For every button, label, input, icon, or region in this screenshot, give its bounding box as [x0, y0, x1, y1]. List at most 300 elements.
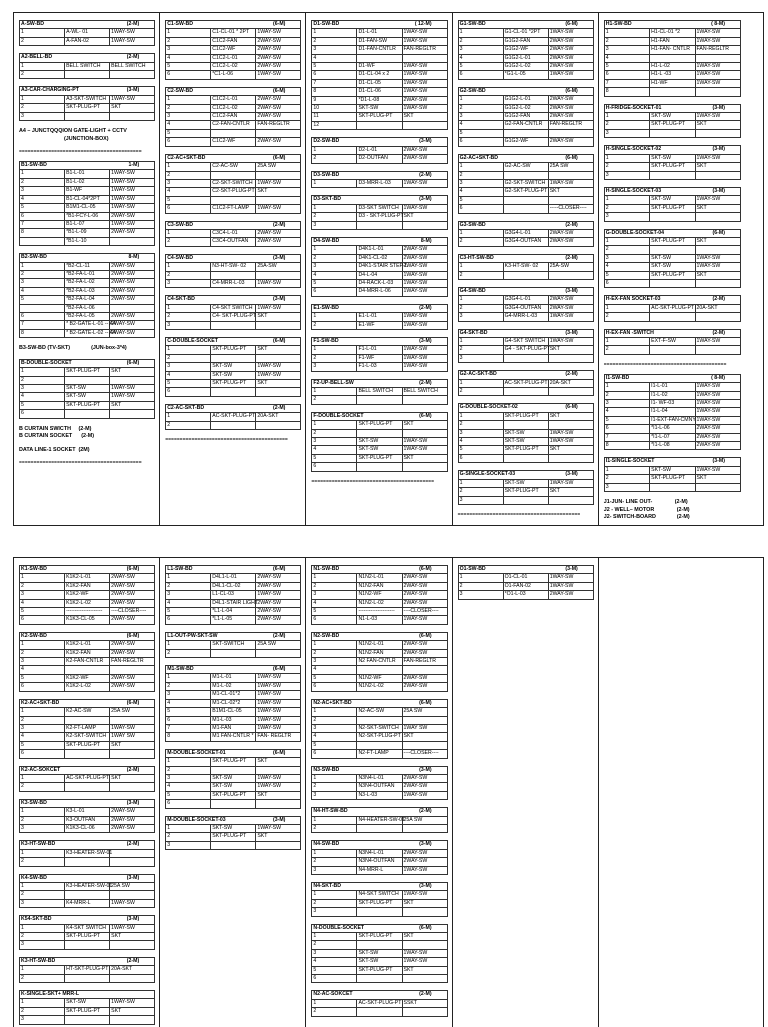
table-row — [20, 376, 155, 384]
table-row — [458, 582, 593, 590]
table-row — [458, 71, 593, 79]
table-row — [20, 178, 155, 186]
table-row — [312, 96, 447, 104]
switch-type: 2WAY-SW — [110, 591, 155, 599]
point-description: N2-FT-LAMP — [357, 750, 402, 758]
board-m1-sw-bd — [165, 665, 301, 742]
board-table — [165, 20, 301, 80]
switch-type: 25A SW — [256, 641, 301, 649]
row-number: 6 — [312, 975, 357, 983]
point-description: BELL SWITCH — [357, 388, 402, 396]
board-module-count: (6-M) — [565, 154, 578, 161]
point-description: *B2-FA-L-03 — [65, 287, 110, 295]
point-description — [211, 196, 256, 204]
board-module-count: (6-M) — [419, 412, 432, 419]
row-number: 2 — [312, 155, 357, 163]
switch-type: FAN- REGLTR — [256, 733, 301, 741]
table-row — [20, 393, 155, 401]
switch-type — [256, 171, 301, 179]
board-d3-sw-bd — [311, 171, 447, 189]
point-description: K1K2-L-02 — [65, 683, 110, 691]
board-title: C3-SW-BD — [167, 221, 194, 228]
point-description: SKT-SW — [357, 105, 402, 113]
point-description: C1C2-L-02 — [211, 104, 256, 112]
board-c4-skt-bd — [165, 295, 301, 330]
point-description: K2-SKT-SWITCH — [65, 733, 110, 741]
point-description: C1C2-WF — [211, 138, 256, 146]
switch-type: FAN-REGLTR — [402, 46, 447, 54]
board-title: D3-SW-BD — [313, 171, 340, 178]
board-g1-sw-bd — [458, 20, 594, 80]
point-description: D1-CL-04 x 2 — [357, 71, 402, 79]
table-row — [458, 479, 593, 487]
point-description: M1-L-02 — [211, 682, 256, 690]
board-table — [311, 632, 447, 692]
switch-type — [402, 121, 447, 129]
row-number: 2 — [20, 582, 65, 590]
switch-type — [695, 129, 740, 137]
board-c3-ht-sw-bd — [458, 254, 594, 280]
point-description — [65, 891, 110, 899]
table-row — [20, 104, 155, 112]
switch-type — [402, 666, 447, 674]
switch-type — [402, 741, 447, 749]
point-description: SKT-PLUG-PT — [503, 446, 548, 454]
switch-type — [695, 346, 740, 354]
switch-type: 1WAY-SW — [695, 79, 740, 87]
switch-type: 2WAY-SW — [110, 808, 155, 816]
switch-type: SKT — [695, 163, 740, 171]
switch-type: ----CLOSER---- — [402, 608, 447, 616]
switch-type — [110, 783, 155, 791]
board-title: H-EX-FAN -SWITCH — [605, 329, 654, 336]
table-row — [166, 279, 301, 287]
row-number: 1 — [166, 229, 211, 237]
row-number: 11 — [312, 113, 357, 121]
row-number: 3 — [166, 591, 211, 599]
row-number: 6 — [166, 138, 211, 146]
switch-type: 1WAY-SW — [402, 71, 447, 79]
point-description: A-FAN-02 — [65, 37, 110, 45]
switch-type: 1WAY-SW — [548, 29, 593, 37]
row-number: 6 — [312, 463, 357, 471]
switch-type: SKT — [402, 933, 447, 941]
table-row — [312, 724, 447, 732]
point-description: K1K3-CL-06 — [65, 824, 110, 832]
point-description — [357, 716, 402, 724]
row-number: 1 — [604, 113, 649, 121]
table-row — [20, 999, 155, 1007]
row-number: 3 — [312, 363, 357, 371]
switch-type: 1WAY-SW — [256, 179, 301, 187]
table-row — [312, 54, 447, 62]
row-number: 1 — [20, 924, 65, 932]
point-description: E1-L-01 — [357, 313, 402, 321]
table-row — [20, 683, 155, 691]
switch-type — [256, 421, 301, 429]
board-module-count: (2-M) — [126, 21, 140, 27]
switch-type — [402, 463, 447, 471]
point-description: *B2-FA-L-06 — [65, 304, 110, 312]
point-description: D3-MRR-L-03 — [357, 179, 402, 187]
row-number: 3 — [20, 279, 65, 287]
switch-type: SKT — [402, 966, 447, 974]
point-description: N3-HT-SW- 02 — [211, 263, 256, 271]
row-number: 2 — [20, 270, 65, 278]
board-title: B2-SW-BD — [21, 254, 47, 261]
row-number: 3 — [20, 384, 65, 392]
point-description: N1N2-L-01 — [357, 574, 402, 582]
point-description: *L1-L-05 — [211, 616, 256, 624]
row-number: 2 — [312, 354, 357, 362]
point-description: BELL SWITCH — [65, 62, 110, 70]
switch-type: 2WAY-SW — [110, 683, 155, 691]
table-row — [166, 371, 301, 379]
switch-type: SKT — [256, 313, 301, 321]
point-description: G4-MRR-L-03 — [503, 313, 548, 321]
point-description: H1-L-02 — [650, 63, 695, 71]
board-c2-ac-skt-bd — [165, 154, 301, 214]
point-description: H1-CL-01 *2 — [650, 29, 695, 37]
point-description: K2-FAN-CNTLR — [65, 658, 110, 666]
table-row — [166, 574, 301, 582]
table-row — [458, 113, 593, 121]
switch-type — [256, 354, 301, 362]
switch-type: 2WAY-SW — [402, 246, 447, 254]
table-row — [312, 204, 447, 212]
board-title: F2-UP-BELL-SW — [313, 379, 354, 386]
table-row — [312, 591, 447, 599]
table-row — [604, 425, 740, 433]
row-number: 3 — [604, 400, 649, 408]
table-row — [20, 296, 155, 304]
board-title: K2-SW-BD — [21, 632, 47, 639]
row-number: 8 — [166, 733, 211, 741]
row-number: 1 — [20, 708, 65, 716]
table-row — [604, 400, 740, 408]
row-number: 3 — [312, 791, 357, 799]
board-title: N4-SW-BD — [313, 841, 340, 848]
row-number: 1 — [312, 179, 357, 187]
board-table — [19, 915, 155, 950]
point-description: B1M1-CL-05 — [211, 708, 256, 716]
point-description: C1C2-FAN — [211, 113, 256, 121]
table-row — [604, 391, 740, 399]
point-description: K4-SKT SWITCH — [65, 924, 110, 932]
switch-type: SKT — [256, 346, 301, 354]
board-module-count: (6-M) — [272, 566, 286, 572]
board-table — [311, 137, 447, 163]
row-number: 1 — [604, 304, 649, 312]
point-description — [503, 421, 548, 429]
switch-type — [695, 313, 740, 321]
board-module-count: ( 8-M) — [711, 21, 725, 27]
table-row — [20, 941, 155, 949]
point-description — [357, 941, 402, 949]
row-number: 1 — [458, 263, 503, 271]
board-table — [458, 287, 594, 322]
table-row — [166, 841, 301, 849]
table-row — [604, 237, 740, 245]
table-row — [312, 966, 447, 974]
board-table — [19, 874, 155, 909]
board-title: G-DOUBLE-SOCKET-04 — [605, 229, 664, 236]
table-row — [312, 791, 447, 799]
board-title: C2-AC+SKT-BD — [167, 154, 206, 161]
board-a2-bell-bd — [19, 53, 155, 79]
point-description: SKT-SW — [503, 429, 548, 437]
board-c1-sw-bd — [165, 20, 301, 80]
point-description: SKT-SW — [357, 446, 402, 454]
row-number: 3 — [20, 941, 65, 949]
board-module-count: (6-M) — [272, 154, 286, 161]
board-c4-sw-bd — [165, 254, 301, 289]
board-n2-ac-sokcet — [311, 990, 447, 1016]
switch-type — [110, 858, 155, 866]
switch-type: 1WAY-SW — [695, 37, 740, 45]
point-description: I1-L-04 — [650, 408, 695, 416]
table-row — [20, 658, 155, 666]
point-description: N4-SKT SWITCH — [357, 891, 402, 899]
row-number: 1 — [166, 574, 211, 582]
board-table — [19, 699, 155, 759]
point-description: M1 FAN-CNTLR * — [211, 733, 256, 741]
switch-type: 1WAY-SW — [110, 195, 155, 203]
row-number: 3 — [312, 221, 357, 229]
switch-type: 2WAY-SW — [402, 674, 447, 682]
board-table — [458, 470, 594, 505]
point-description: SKT-PLUG-PT — [65, 741, 110, 749]
row-number: 1 — [312, 346, 357, 354]
point-description — [503, 454, 548, 462]
point-description: *C1-L-06 — [211, 71, 256, 79]
switch-type: 2WAY-SW — [256, 616, 301, 624]
switch-type: 1WAY-SW — [256, 774, 301, 782]
switch-type: 1WAY-SW — [256, 371, 301, 379]
row-number — [20, 304, 65, 312]
point-description — [650, 346, 695, 354]
row-number: 4 — [20, 666, 65, 674]
table-row — [20, 384, 155, 392]
switch-type: ----CLOSER---- — [402, 750, 447, 758]
point-description: *I1-L-07 — [650, 433, 695, 441]
board-title: G4-SKT-BD — [459, 329, 488, 336]
table-row — [166, 129, 301, 137]
switch-type: 2WAY-SW — [256, 63, 301, 71]
row-number: 4 — [20, 733, 65, 741]
board-module-count: (6-M) — [565, 404, 578, 411]
board-n2-sw-bd — [311, 632, 447, 692]
table-row — [604, 346, 740, 354]
row-number: 1 — [604, 154, 649, 162]
table-row — [20, 574, 155, 582]
table-row — [312, 658, 447, 666]
board-table — [311, 412, 447, 472]
point-description: AC-SKT-PLUG-PT — [358, 999, 402, 1006]
board-table — [165, 87, 301, 147]
switch-type: 1WAY-SW — [402, 313, 447, 321]
switch-type: SKT — [548, 346, 593, 354]
switch-type: 25A SW — [402, 816, 447, 824]
row-number: 5 — [166, 608, 211, 616]
table-row — [458, 346, 593, 354]
board-m-double-socket-01 — [165, 749, 301, 809]
table-row — [20, 774, 155, 782]
panel-column — [160, 13, 306, 525]
row-number: 5 — [312, 63, 357, 71]
point-description: SKT-SW — [650, 466, 695, 474]
row-number: 3 — [20, 591, 65, 599]
table-row — [20, 733, 155, 741]
row-number: 1 — [458, 163, 503, 171]
point-description: SKT-PLUG-PT — [650, 121, 695, 129]
board-module-count: (6-M) — [565, 87, 578, 94]
table-row — [604, 63, 740, 71]
switch-type: 1WAY-SW — [110, 187, 155, 195]
table-row — [312, 213, 447, 221]
point-description — [650, 171, 695, 179]
switch-type: 1WAY-SW — [402, 79, 447, 87]
switch-type — [548, 354, 593, 362]
row-number: 3 — [312, 866, 357, 874]
point-description: A3-SKT-SWITCH — [65, 95, 110, 103]
switch-type: 2WAY-SW — [402, 254, 447, 262]
switch-type: 1WAY-SW — [256, 716, 301, 724]
row-number: 1 — [166, 163, 211, 171]
switch-type: FAN-REGLTR — [110, 658, 155, 666]
switch-type: 1WAY-SW — [695, 466, 740, 474]
row-number: 6 — [312, 750, 357, 758]
table-row — [312, 155, 447, 163]
table-row — [166, 413, 301, 421]
row-number: 3 — [604, 46, 649, 54]
board-table — [311, 990, 447, 1016]
table-row — [166, 758, 301, 766]
board-module-count: (3-M) — [712, 187, 725, 194]
switch-type: 1WAY-SW — [695, 408, 740, 416]
row-number: 2 — [604, 246, 649, 254]
table-row — [458, 271, 593, 279]
point-description: L1-CL-03 — [211, 591, 256, 599]
table-row — [20, 891, 155, 899]
note-text: A4 – JUNCTQQQION GATE-LIGHT + CCTV (JUNCTION-BOX) — [19, 128, 127, 142]
board-title: N2-SW-BD — [313, 632, 340, 639]
switch-type — [548, 454, 593, 462]
row-number: 1 — [20, 62, 65, 70]
row-number: 3 — [20, 899, 65, 907]
point-description — [650, 129, 695, 137]
switch-type: 1WAY-SW — [548, 429, 593, 437]
table-row — [20, 368, 155, 376]
table-row — [20, 95, 155, 103]
row-number: 1 — [166, 413, 211, 421]
row-number: 5 — [166, 63, 211, 71]
point-description: F1-L-01 — [357, 346, 402, 354]
point-description: N3-L-03 — [357, 791, 402, 799]
table-row — [166, 599, 301, 607]
board-title: K2-AC-SOKCET — [21, 766, 61, 773]
table-row — [166, 582, 301, 590]
board-module-count: (3-M) — [565, 471, 578, 478]
board-module-count: 1-M) — [128, 162, 140, 169]
switch-type: SKT — [548, 488, 593, 496]
row-number: 4 — [20, 599, 65, 607]
table-row — [312, 279, 447, 287]
switch-type: SKT — [110, 741, 155, 749]
switch-type: 1WAY-SW — [402, 105, 447, 113]
row-number: 3 — [20, 824, 65, 832]
point-description: I1-L-01 — [650, 383, 695, 391]
board-table — [311, 807, 447, 833]
row-number: 6 — [166, 800, 211, 808]
board-title: G3-SW-BD — [459, 221, 486, 228]
point-description: G1G2-WF — [503, 46, 548, 54]
table-row — [312, 975, 447, 983]
table-row — [20, 591, 155, 599]
point-description: SKT-PLUG-PT — [357, 113, 402, 121]
table-row — [604, 246, 740, 254]
row-number: 4 — [166, 371, 211, 379]
switch-type: 2WAY-SW — [110, 641, 155, 649]
board-title: C4-SW-BD — [167, 254, 194, 261]
switch-type: SKT — [548, 188, 593, 196]
point-description: G1-CL-01 *2PT — [503, 29, 548, 37]
row-number: 3 — [166, 691, 211, 699]
switch-type: 1WAY-SW — [256, 724, 301, 732]
board-title: D1-SW-BD — [313, 21, 340, 27]
point-description: K1K3-CL-05 — [65, 616, 110, 624]
point-description: D3 - SKT-PLUG-PT — [358, 213, 404, 220]
switch-type — [548, 388, 593, 396]
table-row — [20, 750, 155, 758]
switch-type — [110, 376, 155, 384]
board-title: A-SW-BD — [21, 21, 44, 27]
row-number: 2 — [20, 933, 65, 941]
row-number: 5 — [166, 380, 211, 388]
row-number: 1 — [458, 96, 503, 104]
row-number: 3 — [458, 354, 503, 362]
switch-type: 20A-SKT — [110, 966, 155, 974]
row-number: 5 — [312, 279, 357, 287]
board-module-count: (6-M) — [272, 21, 286, 27]
point-description: G2-SKT-PLUG-PT — [504, 188, 548, 195]
board-table — [311, 840, 447, 875]
row-number: 2 — [458, 104, 503, 112]
point-description: F1-L-03 — [357, 363, 402, 371]
table-row — [166, 800, 301, 808]
table-row — [312, 774, 447, 782]
table-row — [604, 113, 740, 121]
panel-column — [14, 13, 160, 525]
table-row — [604, 37, 740, 45]
row-number: 6 — [20, 312, 65, 320]
switch-type — [548, 496, 593, 504]
panel-column — [160, 558, 306, 1027]
board-title: N2-AC+SKT-BD — [313, 699, 352, 706]
table-row — [604, 54, 740, 62]
board-k2-sw-bd — [19, 632, 155, 692]
row-number: 8 — [604, 88, 649, 96]
point-description: K3-HT-SW- 02 — [503, 263, 548, 271]
row-number: 1 — [458, 574, 503, 582]
table-row — [458, 188, 593, 196]
board-module-count: (3-M) — [712, 104, 725, 111]
table-row — [312, 891, 447, 899]
row-number: 2 — [166, 649, 211, 657]
row-number: 1 — [166, 263, 211, 271]
board-m-double-socket-03 — [165, 816, 301, 851]
point-description: C2-FAN-CNTLR — [211, 121, 256, 129]
